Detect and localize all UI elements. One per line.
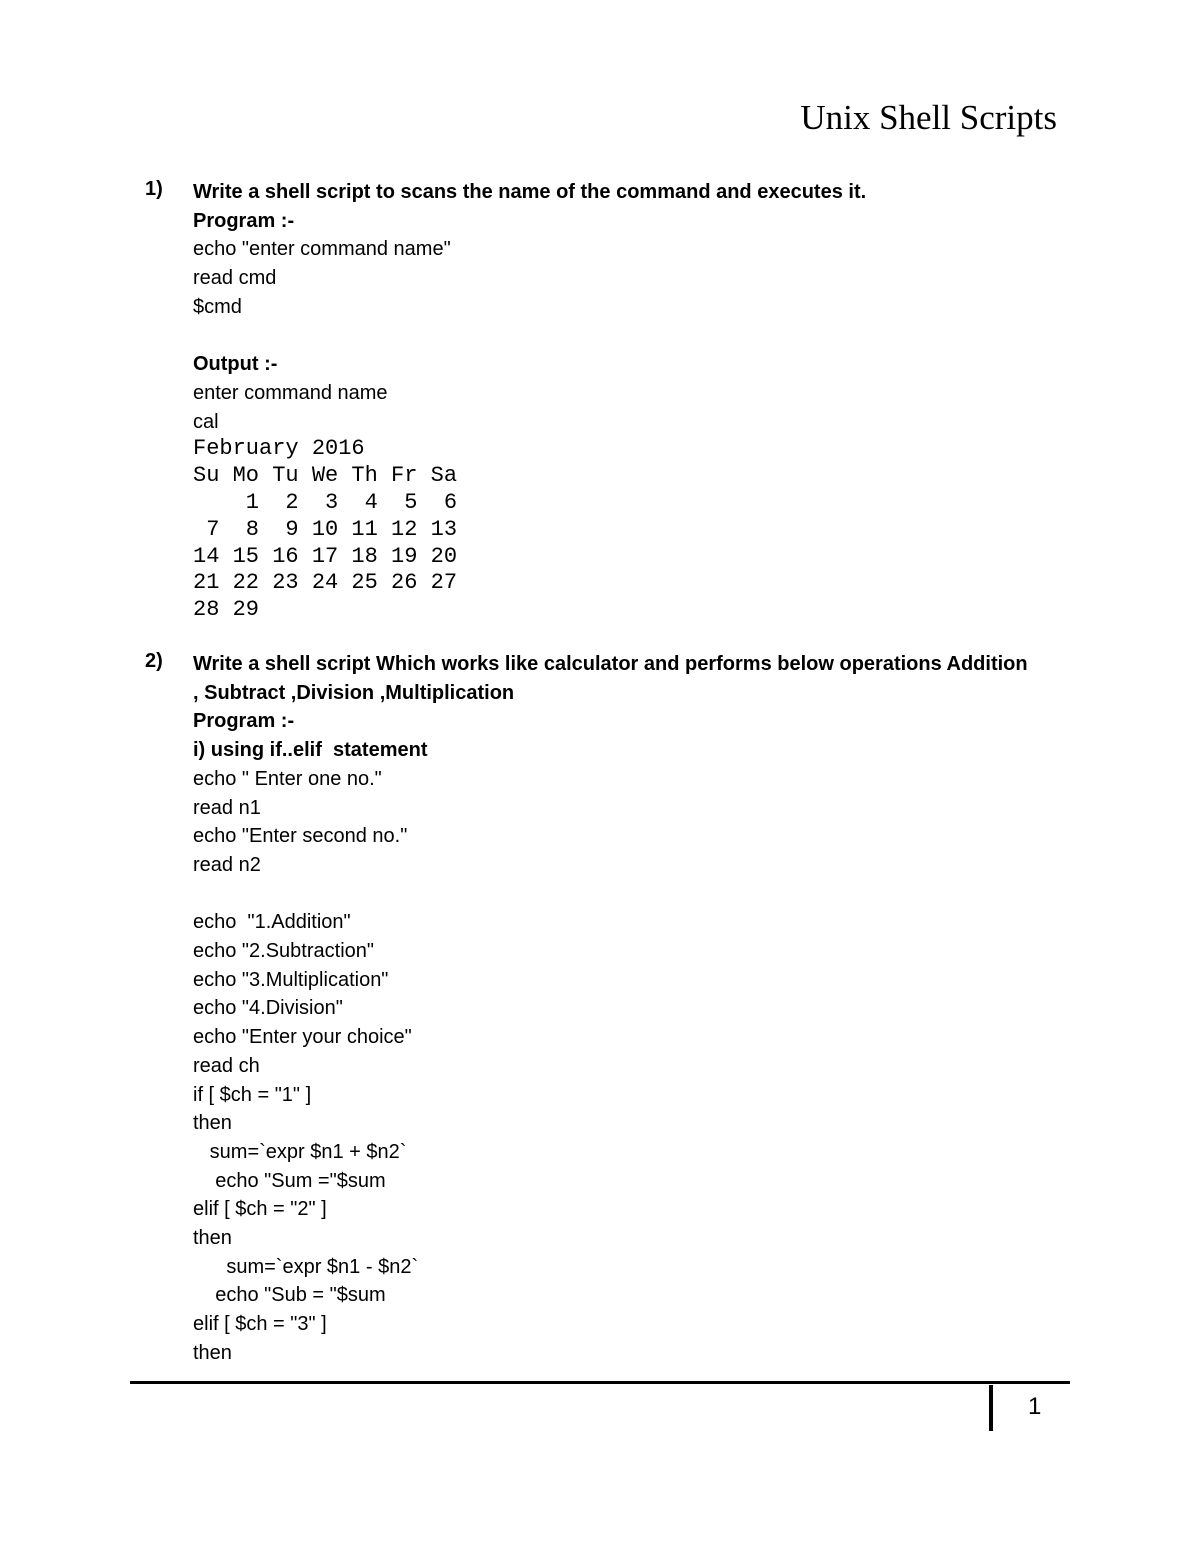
question-number: 2) [145,650,163,672]
program-subheading: i) using if..elif statement [193,739,428,762]
calendar-row: 28 29 [193,597,260,623]
page-header-title: Unix Shell Scripts [800,98,1057,137]
code-line: sum=`expr $n1 + $n2` [193,1140,407,1163]
code-line: echo "4.Division" [193,997,343,1020]
question-title: Write a shell script to scans the name of the command and executes it. [193,181,867,203]
code-line: $cmd [193,295,242,318]
output-label: Output :- [193,353,278,376]
output-line: enter command name [193,381,388,404]
code-line: echo "enter command name" [193,238,451,261]
program-label: Program :- [193,710,295,733]
blank-line [193,322,1065,351]
question-2 [145,650,1065,1368]
code-line: then [193,1227,232,1250]
program-label: Program :- [193,209,295,232]
code-line: read cmd [193,267,277,290]
code-line: echo "Enter your choice" [193,1026,412,1049]
output-line: cal [193,410,219,433]
code-line: echo "3.Multiplication" [193,968,389,991]
code-line: if [ $ch = "1" ] [193,1083,312,1106]
blank-line [193,880,1065,909]
code-line: then [193,1112,232,1135]
footer-page-divider [989,1385,993,1431]
calendar-month: February 2016 [193,436,365,462]
page-number: 1 [1028,1393,1042,1420]
calendar-days-header: Su Mo Tu We Th Fr Sa [193,463,458,489]
question-1 [145,178,1065,624]
code-line: echo " Enter one no." [193,767,382,790]
question-title: Write a shell script Which works like calculator and performs below operations Addition [193,653,1028,675]
code-line: read n2 [193,853,261,876]
code-line: echo "2.Subtraction" [193,940,374,963]
code-line: echo "Enter second no." [193,825,408,848]
code-line: then [193,1341,232,1364]
question-number: 1) [145,178,163,200]
code-line: elif [ $ch = "2" ] [193,1198,327,1221]
calendar-row: 7 8 9 10 11 12 13 [193,516,458,542]
calendar-row: 1 2 3 4 5 6 [193,489,458,515]
code-line: echo "Sub = "$sum [193,1284,386,1307]
code-line: echo "1.Addition" [193,911,351,934]
code-line: sum=`expr $n1 - $n2` [193,1255,419,1278]
footer-rule [130,1381,1070,1384]
question-title-continued: , Subtract ,Division ,Multiplication [193,681,515,704]
calendar-row: 21 22 23 24 25 26 27 [193,570,458,596]
calendar-row: 14 15 16 17 18 19 20 [193,543,458,569]
code-line: echo "Sum ="$sum [193,1169,386,1192]
code-line: read n1 [193,796,261,819]
code-line: elif [ $ch = "3" ] [193,1313,327,1336]
code-line: read ch [193,1054,260,1077]
